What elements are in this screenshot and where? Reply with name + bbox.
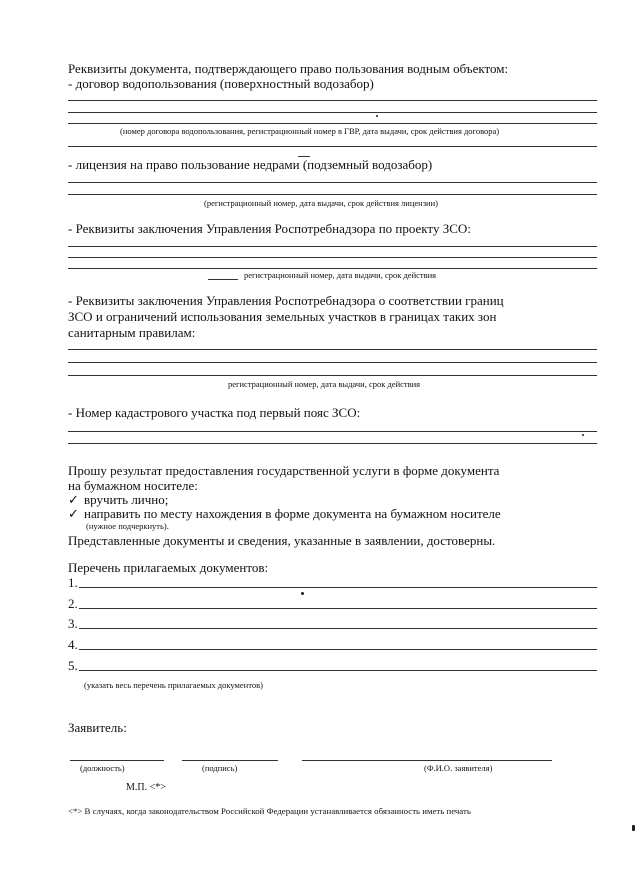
fill-line[interactable] bbox=[68, 268, 597, 269]
request-note: (нужное подчеркнуть). bbox=[86, 521, 169, 531]
request-line2: на бумажном носителе: bbox=[68, 478, 198, 493]
fill-line[interactable] bbox=[68, 375, 597, 376]
fill-line[interactable] bbox=[68, 443, 597, 444]
attachment-number: 3. bbox=[68, 616, 78, 631]
signature-caption: (подпись) bbox=[202, 763, 238, 773]
name-line[interactable] bbox=[302, 760, 552, 761]
section3-caption: регистрационный номер, дата выдачи, срок действия bbox=[244, 270, 437, 280]
attachments-caption: (указать весь перечень прилагаемых документов) bbox=[84, 680, 263, 690]
scan-speck bbox=[632, 825, 635, 831]
request-line1: Прошу результат предоставления государственной услуги в форме документа bbox=[68, 463, 500, 478]
section5-item: - Номер кадастрового участка под первый пояс ЗСО: bbox=[68, 405, 361, 420]
attachments-title: Перечень прилагаемых документов: bbox=[68, 560, 269, 575]
fill-line[interactable] bbox=[68, 100, 597, 101]
fill-line[interactable] bbox=[68, 182, 597, 183]
applicant-label: Заявитель: bbox=[68, 720, 127, 735]
checkmark-icon: ✓ bbox=[68, 506, 79, 521]
section2-item: - лицензия на право пользование недрами (подземный водозабор) bbox=[68, 157, 433, 172]
fill-line[interactable] bbox=[68, 362, 597, 363]
section1-item: - договор водопользования (поверхностный водозабор) bbox=[68, 76, 374, 91]
option-deliver-in-person[interactable]: вручить лично; bbox=[84, 492, 169, 507]
fill-line[interactable] bbox=[68, 431, 597, 432]
section1-title: Реквизиты документа, подтверждающего право пользования водным объектом: bbox=[68, 61, 509, 76]
fill-line[interactable] bbox=[68, 246, 597, 247]
footnote: <*> В случаях, когда законодательством Российской Федерации устанавливается обязанность иметь печать bbox=[68, 806, 471, 816]
fill-line bbox=[208, 279, 238, 280]
attachment-number: 4. bbox=[68, 637, 78, 652]
scan-speck bbox=[376, 115, 378, 117]
fill-line[interactable] bbox=[68, 349, 597, 350]
position-caption: (должность) bbox=[80, 763, 125, 773]
section1-caption: (номер договора водопользования, регистрационный номер в ГВР, дата выдачи, срок действия договора) bbox=[120, 126, 500, 136]
position-line[interactable] bbox=[70, 760, 164, 761]
attachment-line[interactable] bbox=[79, 628, 597, 629]
section4-line2: ЗСО и ограничений использования земельных участков в границах таких зон bbox=[68, 309, 497, 324]
section4-line3: санитарным правилам: bbox=[68, 325, 196, 340]
fill-line[interactable] bbox=[68, 123, 597, 124]
attachment-line[interactable] bbox=[79, 649, 597, 650]
attachment-line[interactable] bbox=[79, 587, 597, 588]
section4-line1: - Реквизиты заключения Управления Роспотребнадзора о соответствии границ bbox=[68, 293, 504, 308]
attachment-number: 5. bbox=[68, 658, 78, 673]
fill-line[interactable] bbox=[68, 146, 597, 147]
checkmark-icon: ✓ bbox=[68, 492, 79, 507]
option-send-by-mail[interactable]: направить по месту нахождения в форме документа на бумажном носителе bbox=[84, 506, 501, 521]
section3-item: - Реквизиты заключения Управления Роспотребнадзора по проекту ЗСО: bbox=[68, 221, 471, 236]
section4-caption: регистрационный номер, дата выдачи, срок действия bbox=[228, 379, 421, 389]
scan-speck bbox=[582, 434, 584, 436]
stamp-label: М.П. <*> bbox=[126, 782, 166, 793]
fill-line[interactable] bbox=[68, 257, 597, 258]
name-caption: (Ф.И.О. заявителя) bbox=[424, 763, 493, 773]
scan-speck bbox=[301, 592, 304, 595]
request-statement: Представленные документы и сведения, указанные в заявлении, достоверны. bbox=[68, 533, 496, 548]
attachment-line[interactable] bbox=[79, 608, 597, 609]
signature-line[interactable] bbox=[182, 760, 278, 761]
fill-line[interactable] bbox=[68, 194, 597, 195]
section2-caption: (регистрационный номер, дата выдачи, срок действия лицензии) bbox=[204, 198, 438, 208]
attachment-number: 1. bbox=[68, 575, 78, 590]
attachment-number: 2. bbox=[68, 596, 78, 611]
fill-line[interactable] bbox=[68, 112, 597, 113]
attachment-line[interactable] bbox=[79, 670, 597, 671]
